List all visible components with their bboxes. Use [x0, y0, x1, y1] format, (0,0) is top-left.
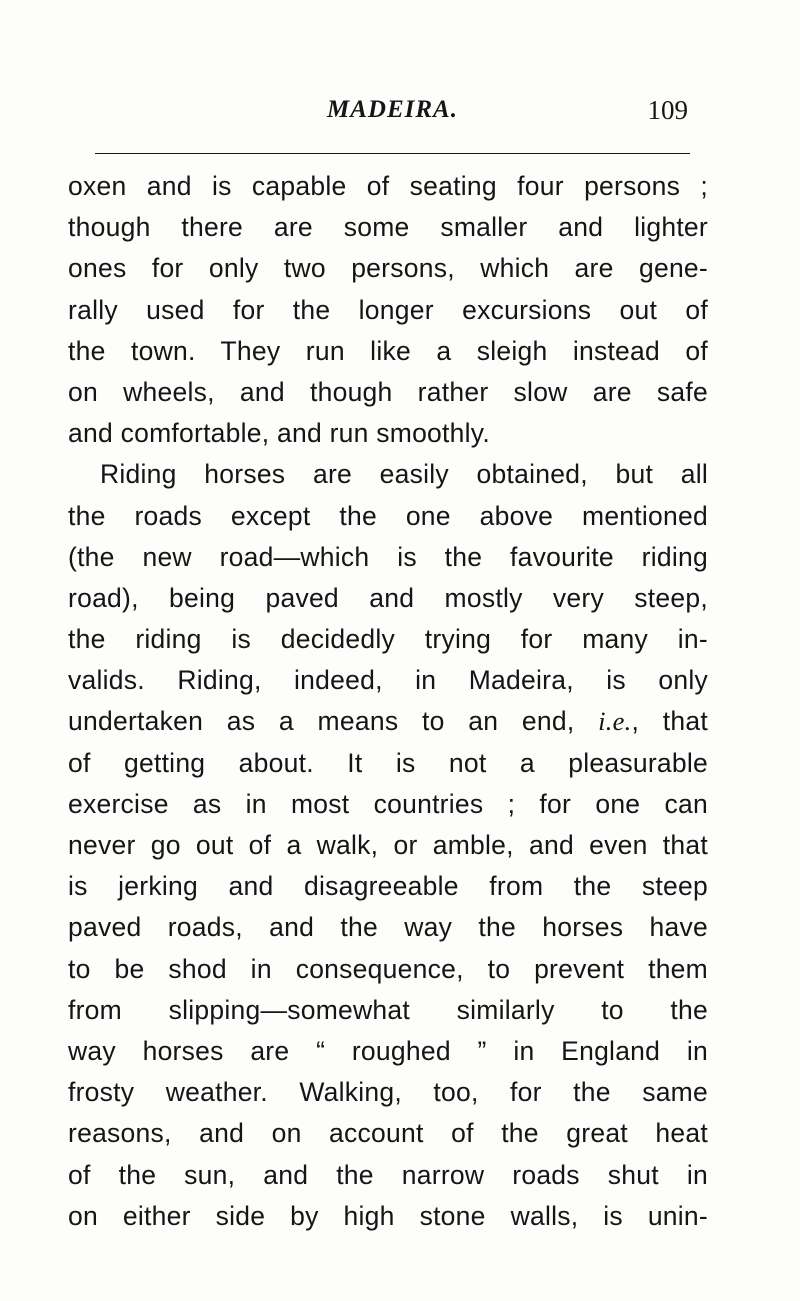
- text-line: the town. They run like a sleigh instead of: [68, 335, 708, 366]
- running-title: MADEIRA.: [327, 96, 458, 123]
- text-line: way horses are “ roughed ” in England in: [68, 1035, 708, 1066]
- page-number: 109: [647, 95, 688, 125]
- header-rule: [95, 153, 690, 154]
- text-line: paved roads, and the way the horses have: [68, 912, 708, 943]
- text-line: of the sun, and the narrow roads shut in: [68, 1159, 708, 1190]
- text-line: frosty weather. Walking, too, for the same: [68, 1077, 708, 1108]
- running-head: [95, 90, 690, 140]
- text-line: (the new road—which is the favourite riding: [68, 541, 708, 572]
- italic-abbreviation: i.e.: [598, 706, 632, 737]
- text-line: on wheels, and though rather slow are safe: [68, 376, 708, 407]
- text-line: undertaken as a means to an end, i.e., that: [68, 706, 708, 737]
- text-line: road), being paved and mostly very steep,: [68, 582, 708, 613]
- text-line: on either side by high stone walls, is unin-: [68, 1200, 708, 1231]
- text-line: from slipping—somewhat similarly to the: [68, 994, 708, 1025]
- text-line-paragraph-end: and comfortable, and run smoothly.: [68, 418, 490, 449]
- text-line: the riding is decidedly trying for many in-: [68, 624, 708, 655]
- text-line: exercise as in most countries ; for one can: [68, 788, 708, 819]
- text-line: the roads except the one above mentioned: [68, 500, 708, 531]
- text-line: is jerking and disagreeable from the steep: [68, 871, 708, 902]
- text-line: never go out of a walk, or amble, and even that: [68, 830, 708, 860]
- text-line: to be shod in consequence, to prevent them: [68, 953, 708, 984]
- body-text: [68, 166, 708, 1237]
- text-line: oxen and is capable of seating four persons ;: [68, 171, 708, 201]
- text-line: of getting about. It is not a pleasurable: [68, 747, 708, 778]
- text-line: reasons, and on account of the great heat: [68, 1118, 708, 1149]
- text-line: rally used for the longer excursions out of: [68, 294, 708, 325]
- text-line: though there are some smaller and lighter: [68, 212, 708, 243]
- text-line-paragraph-start: Riding horses are easily obtained, but all: [100, 459, 708, 490]
- text-line: valids. Riding, indeed, in Madeira, is only: [68, 665, 708, 696]
- text-line: ones for only two persons, which are gene-: [68, 253, 708, 284]
